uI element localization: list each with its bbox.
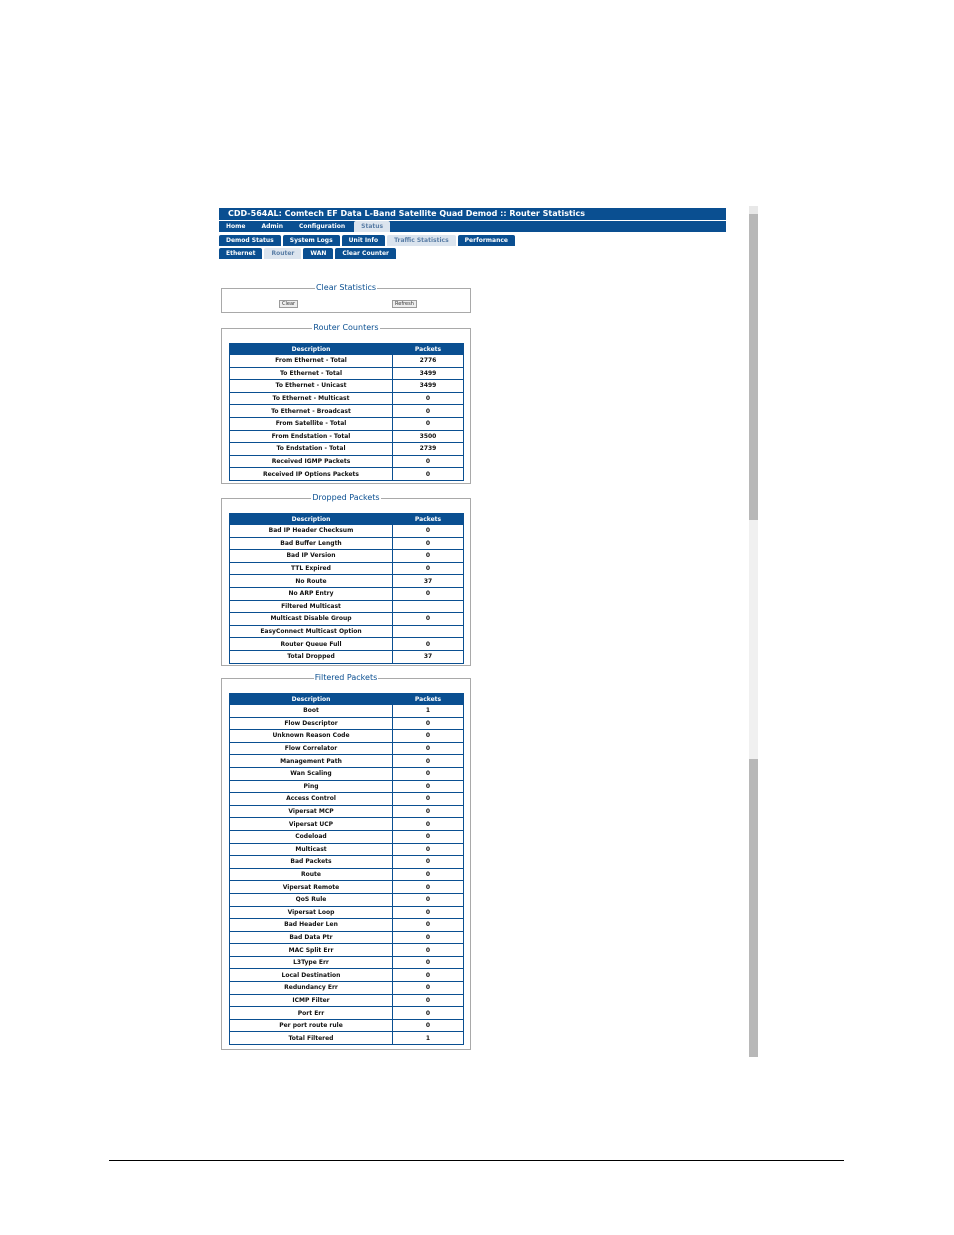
description-cell: From Ethernet - Total (230, 355, 393, 368)
packets-cell: 0 (393, 392, 464, 405)
description-cell: Router Queue Full (230, 638, 393, 651)
packets-cell: 0 (393, 919, 464, 932)
table-row (230, 893, 464, 906)
description-cell: Vipersat MCP (230, 805, 393, 818)
dropped-packets-table (229, 513, 464, 664)
table-row (230, 417, 464, 430)
table-row (230, 780, 464, 793)
tab-wan[interactable]: WAN (303, 248, 333, 259)
packets-cell: 0 (393, 780, 464, 793)
packets-cell: 0 (393, 969, 464, 982)
tab-system-logs[interactable]: System Logs (283, 235, 340, 246)
page-title: CDD-564AL: Comtech EF Data L-Band Satellite Quad Demod :: Router Statistics (219, 208, 726, 220)
description-cell: Bad Packets (230, 856, 393, 869)
packets-cell: 0 (393, 638, 464, 651)
table-row (230, 587, 464, 600)
table-row (230, 392, 464, 405)
table-row (230, 755, 464, 768)
dropped-packets-legend: Dropped Packets (312, 493, 380, 502)
refresh-button[interactable]: Refresh (392, 300, 417, 308)
description-cell: Wan Scaling (230, 767, 393, 780)
description-cell: Filtered Multicast (230, 600, 393, 613)
tab-home[interactable]: Home (219, 221, 252, 232)
description-cell: No Route (230, 575, 393, 588)
description-cell: Vipersat Loop (230, 906, 393, 919)
table-row (230, 405, 464, 418)
packets-cell (393, 600, 464, 613)
column-header-description: Description (230, 694, 393, 705)
table-row (230, 625, 464, 638)
description-cell: Codeload (230, 830, 393, 843)
table-row (230, 868, 464, 881)
description-cell: To Ethernet - Total (230, 367, 393, 380)
tab-unit-info[interactable]: Unit Info (342, 235, 385, 246)
packets-cell: 0 (393, 613, 464, 626)
packets-cell: 0 (393, 793, 464, 806)
column-header-packets: Packets (393, 344, 464, 355)
tab-configuration[interactable]: Configuration (292, 221, 352, 232)
table-row (230, 717, 464, 730)
packets-cell: 0 (393, 994, 464, 1007)
table-row (230, 455, 464, 468)
table-row (230, 613, 464, 626)
packets-cell: 1 (393, 705, 464, 718)
column-header-packets: Packets (393, 514, 464, 525)
packets-cell: 0 (393, 843, 464, 856)
column-header-packets: Packets (393, 694, 464, 705)
description-cell: Redundancy Err (230, 982, 393, 995)
packets-cell: 0 (393, 856, 464, 869)
description-cell: Per port route rule (230, 1019, 393, 1032)
traffic-subnav (219, 248, 398, 259)
description-cell: Ping (230, 780, 393, 793)
router-counters-table (229, 343, 464, 481)
clear-statistics-panel (221, 284, 471, 313)
table-row (230, 367, 464, 380)
table-row (230, 443, 464, 456)
description-cell: Bad IP Version (230, 550, 393, 563)
table-row (230, 742, 464, 755)
tab-traffic-statistics[interactable]: Traffic Statistics (387, 235, 456, 246)
table-row (230, 468, 464, 481)
description-cell: QoS Rule (230, 893, 393, 906)
packets-cell: 0 (393, 830, 464, 843)
packets-cell: 0 (393, 755, 464, 768)
tab-ethernet[interactable]: Ethernet (219, 248, 262, 259)
table-row (230, 562, 464, 575)
description-cell: Route (230, 868, 393, 881)
table-row (230, 575, 464, 588)
table-row (230, 767, 464, 780)
column-header-description: Description (230, 344, 393, 355)
tab-router[interactable]: Router (264, 248, 301, 259)
description-cell: TTL Expired (230, 562, 393, 575)
vertical-scrollbar[interactable] (749, 206, 758, 1057)
description-cell: ICMP Filter (230, 994, 393, 1007)
packets-cell: 0 (393, 717, 464, 730)
table-row (230, 919, 464, 932)
description-cell: Total Dropped (230, 650, 393, 663)
packets-cell (393, 625, 464, 638)
description-cell: Unknown Reason Code (230, 730, 393, 743)
packets-cell: 0 (393, 767, 464, 780)
description-cell: Port Err (230, 1007, 393, 1020)
table-row (230, 856, 464, 869)
description-cell: L3Type Err (230, 956, 393, 969)
packets-cell: 0 (393, 468, 464, 481)
description-cell: To Endstation - Total (230, 443, 393, 456)
clear-statistics-legend: Clear Statistics (315, 283, 377, 292)
tab-demod-status[interactable]: Demod Status (219, 235, 281, 246)
table-row (230, 944, 464, 957)
packets-cell: 2739 (393, 443, 464, 456)
table-row (230, 1032, 464, 1045)
table-row (230, 793, 464, 806)
table-row (230, 881, 464, 894)
description-cell: Multicast Disable Group (230, 613, 393, 626)
table-row (230, 550, 464, 563)
table-row (230, 705, 464, 718)
packets-cell: 3499 (393, 367, 464, 380)
tab-clear-counter[interactable]: Clear Counter (335, 248, 396, 259)
description-cell: Received IGMP Packets (230, 455, 393, 468)
description-cell: Flow Correlator (230, 742, 393, 755)
table-row (230, 805, 464, 818)
dropped-packets-panel (221, 494, 471, 666)
filtered-packets-table (229, 693, 464, 1045)
tab-status[interactable]: Status (354, 221, 390, 232)
browser-screenshot (218, 204, 759, 1057)
packets-cell: 0 (393, 805, 464, 818)
packets-cell: 0 (393, 956, 464, 969)
packets-cell: 0 (393, 405, 464, 418)
table-row (230, 1019, 464, 1032)
filtered-packets-legend: Filtered Packets (314, 673, 378, 682)
description-cell: Access Control (230, 793, 393, 806)
table-row (230, 380, 464, 393)
packets-cell: 0 (393, 455, 464, 468)
table-row (230, 818, 464, 831)
packets-cell: 37 (393, 650, 464, 663)
page-footer-rule (109, 1160, 844, 1161)
column-header-description: Description (230, 514, 393, 525)
table-row (230, 525, 464, 538)
table-row (230, 537, 464, 550)
packets-cell: 0 (393, 893, 464, 906)
description-cell: Boot (230, 705, 393, 718)
router-counters-panel (221, 324, 471, 484)
description-cell: Bad Data Ptr (230, 931, 393, 944)
table-row (230, 843, 464, 856)
description-cell: Total Filtered (230, 1032, 393, 1045)
packets-cell: 0 (393, 944, 464, 957)
packets-cell: 0 (393, 742, 464, 755)
description-cell: To Ethernet - Unicast (230, 380, 393, 393)
table-row (230, 969, 464, 982)
packets-cell: 0 (393, 906, 464, 919)
packets-cell: 0 (393, 525, 464, 538)
description-cell: Multicast (230, 843, 393, 856)
packets-cell: 2776 (393, 355, 464, 368)
packets-cell: 0 (393, 1007, 464, 1020)
description-cell: No ARP Entry (230, 587, 393, 600)
table-row (230, 355, 464, 368)
clear-button[interactable]: Clear (279, 300, 298, 308)
description-cell: To Ethernet - Broadcast (230, 405, 393, 418)
description-cell: Bad Header Len (230, 919, 393, 932)
scrollbar-thumb-lower[interactable] (749, 759, 758, 1057)
table-row (230, 982, 464, 995)
packets-cell: 0 (393, 537, 464, 550)
table-row (230, 638, 464, 651)
packets-cell: 0 (393, 818, 464, 831)
table-row (230, 730, 464, 743)
description-cell: Bad IP Header Checksum (230, 525, 393, 538)
packets-cell: 0 (393, 982, 464, 995)
table-row (230, 906, 464, 919)
packets-cell: 3500 (393, 430, 464, 443)
table-row (230, 830, 464, 843)
description-cell: From Endstation - Total (230, 430, 393, 443)
packets-cell: 3499 (393, 380, 464, 393)
packets-cell: 0 (393, 868, 464, 881)
description-cell: MAC Split Err (230, 944, 393, 957)
status-subnav (219, 235, 517, 246)
packets-cell: 37 (393, 575, 464, 588)
table-row (230, 956, 464, 969)
filtered-packets-panel (221, 674, 471, 1050)
packets-cell: 0 (393, 550, 464, 563)
table-row (230, 1007, 464, 1020)
main-nav (219, 221, 726, 232)
scrollbar-thumb-upper[interactable] (749, 214, 758, 520)
description-cell: Received IP Options Packets (230, 468, 393, 481)
description-cell: Local Destination (230, 969, 393, 982)
table-row (230, 430, 464, 443)
packets-cell: 0 (393, 881, 464, 894)
packets-cell: 0 (393, 1019, 464, 1032)
table-row (230, 650, 464, 663)
packets-cell: 0 (393, 417, 464, 430)
packets-cell: 0 (393, 587, 464, 600)
packets-cell: 0 (393, 730, 464, 743)
packets-cell: 0 (393, 562, 464, 575)
scroll-up-button[interactable] (749, 206, 758, 214)
description-cell: Vipersat UCP (230, 818, 393, 831)
router-counters-legend: Router Counters (313, 323, 379, 332)
packets-cell: 1 (393, 1032, 464, 1045)
table-row (230, 994, 464, 1007)
description-cell: Bad Buffer Length (230, 537, 393, 550)
tab-performance[interactable]: Performance (458, 235, 515, 246)
description-cell: From Satellite - Total (230, 417, 393, 430)
table-row (230, 600, 464, 613)
table-row (230, 931, 464, 944)
tab-admin[interactable]: Admin (254, 221, 290, 232)
description-cell: EasyConnect Multicast Option (230, 625, 393, 638)
description-cell: Vipersat Remote (230, 881, 393, 894)
packets-cell: 0 (393, 931, 464, 944)
description-cell: Flow Descriptor (230, 717, 393, 730)
description-cell: Management Path (230, 755, 393, 768)
description-cell: To Ethernet - Multicast (230, 392, 393, 405)
